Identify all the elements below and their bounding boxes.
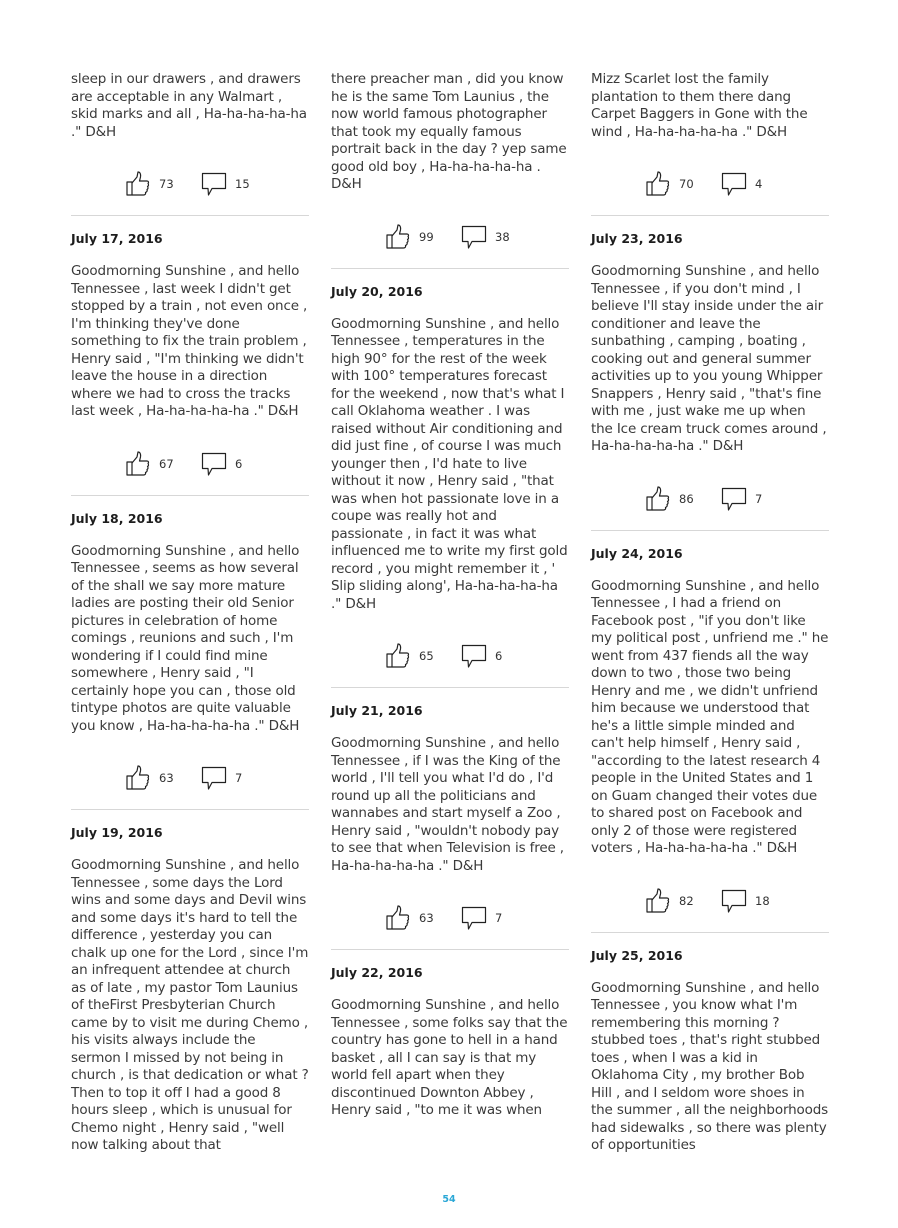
comment-count: 15 [235, 177, 250, 191]
thumbs-up-icon [645, 888, 671, 914]
comment-count: 7 [495, 911, 503, 925]
like-button[interactable] [385, 224, 461, 250]
comment-count: 6 [235, 456, 243, 471]
divider [71, 215, 309, 216]
speech-bubble-icon [461, 905, 487, 931]
post-text: Goodmorning Sunshine , and hello Tennessee , some folks say that the country has gone to hell in a hand basket , all I can say is that my world fell apart when they discontinued Downton Abbey , Henry said , "to me it was when [331, 997, 568, 1118]
divider [71, 495, 309, 496]
like-button[interactable] [385, 643, 461, 669]
divider [71, 809, 309, 810]
post [591, 948, 829, 1155]
post [331, 965, 569, 1120]
comment-button[interactable] [721, 486, 775, 512]
post-reactions [71, 763, 309, 793]
comment-button[interactable] [461, 905, 515, 931]
like-count: 86 [679, 491, 694, 506]
speech-bubble-icon [201, 171, 227, 197]
post-date: July 25, 2016 [591, 947, 683, 963]
post-text: Mizz Scarlet lost the family plantation to them there dang Carpet Baggers in Gone with the wind , Ha-ha-ha-ha-ha ." D&H [591, 71, 808, 140]
post [71, 511, 309, 811]
post [331, 703, 569, 950]
comment-count: 38 [495, 229, 510, 244]
speech-bubble-icon [721, 888, 747, 914]
comment-button[interactable] [201, 171, 255, 197]
divider [331, 687, 569, 688]
post-date: July 17, 2016 [71, 231, 163, 246]
post-text: Goodmorning Sunshine , and hello Tennessee , you know what I'm remembering this morning ? stubbed toes , that's right stubbed toes , when I was a kid in Oklahoma City , my brother Bob Hill , and I seldom wore shoes in the summer , all the neighborhoods had sidewalks , so there was plenty of opportunities [591, 979, 829, 1153]
divider [331, 268, 569, 269]
comment-button[interactable] [721, 888, 775, 914]
post-date: July 24, 2016 [591, 545, 683, 561]
post-date: July 20, 2016 [331, 283, 423, 299]
post-date: July 22, 2016 [331, 965, 423, 980]
column-3 [591, 71, 829, 1155]
page-number: 54 [442, 1194, 456, 1205]
speech-bubble-icon [461, 643, 487, 669]
like-button[interactable] [385, 905, 461, 931]
thumbs-up-icon [125, 171, 151, 197]
post-reactions [71, 169, 309, 199]
post-reactions [331, 903, 569, 933]
post-reactions [71, 449, 309, 479]
thumbs-up-icon [125, 765, 151, 791]
comment-count: 7 [235, 771, 243, 785]
post [591, 231, 829, 531]
post [591, 71, 829, 216]
post-text: Goodmorning Sunshine , and hello Tennessee , seems as how several of the shall we say more mature ladies are posting their old Senior pictures in celebration of home comings , reunions and such , I'm wondering if I could find mine somewhere , Henry said , "I certainly hope you can , those old tintype photos are quite valuable you know , Ha-ha-ha-ha-ha ." D&H [71, 542, 300, 734]
like-button[interactable] [125, 451, 201, 477]
comment-count: 4 [755, 177, 763, 191]
post-text: Goodmorning Sunshine , and hello Tennessee , last week I didn't get stopped by a train , not even once , I'm thinking they've done something to fix the train problem , Henry said , "I'm thinking we didn't leave the house in a direction where we had to cross the tracks last week , Ha-ha-ha-ha-ha ." D&H [71, 263, 308, 419]
speech-bubble-icon [201, 451, 227, 477]
like-count: 99 [419, 229, 434, 244]
post-text: Goodmorning Sunshine , and hello Tennessee , some days the Lord wins and some days and Devil wins and some days it's hard to tell the difference , yesterday you can chalk up one for the Lord , since I'm an infrequent attendee at church as of late , my pastor Tom Launius of theFirst Presbyterian Church came by to visit me during Chemo , his visits always include the sermon I missed by not being in church , is that dedication or what ? Then to top it off I had a good 8 hours sleep , which is unusual for Chemo night , Henry said , "well now talking about that [71, 857, 309, 1153]
like-count: 73 [159, 177, 174, 191]
speech-bubble-icon [721, 486, 747, 512]
like-count: 63 [159, 771, 174, 785]
thumbs-up-icon [385, 905, 411, 931]
post [331, 284, 569, 689]
post-date: July 19, 2016 [71, 825, 163, 840]
post-text: Goodmorning Sunshine , and hello Tennessee , if I was the King of the world , I'll tell you what I'd do , I'd round up all the politicians and wannabes and start myself a Zoo , Henry said , "wouldn't nobody pay to see that when Television is free , Ha-ha-ha-ha-ha ." D&H [331, 735, 564, 874]
post-text: sleep in our drawers , and drawers are acceptable in any Walmart , skid marks and all , Ha-ha-ha-ha-ha ." D&H [71, 71, 307, 140]
divider [591, 932, 829, 933]
thumbs-up-icon [645, 171, 671, 197]
comment-button[interactable] [721, 171, 775, 197]
comment-button[interactable] [461, 643, 515, 669]
comment-button[interactable] [201, 765, 255, 791]
post-text: Goodmorning Sunshine , and hello Tennessee , I had a friend on Facebook post , "if you don't like my political post , unfriend me ." he went from 437 fiends all the way down to two , those two being Henry and me , we didn't unfriend him because we understood that he's a little simple minded and can't help himself , Henry said , "according to the latest research 4 people in the United States and 1 on Guam changed their votes due to shared post on Facebook and only 2 of those were registered voters , Ha-ha-ha-ha-ha ." D&H [591, 577, 829, 856]
post-date: July 21, 2016 [331, 703, 423, 718]
speech-bubble-icon [461, 224, 487, 250]
like-button[interactable] [125, 765, 201, 791]
like-count: 70 [679, 177, 694, 191]
post-reactions [591, 886, 829, 916]
divider [591, 530, 829, 531]
post-text: there preacher man , did you know he is the same Tom Launius , the now world famous photographer that took my equally famous portrait back in the day ? yep same good old boy , Ha-ha-ha-ha-ha . D&H [331, 71, 567, 192]
post-reactions [591, 169, 829, 199]
comment-button[interactable] [461, 224, 515, 250]
comment-button[interactable] [201, 451, 255, 477]
like-count: 82 [679, 893, 694, 908]
like-button[interactable] [645, 888, 721, 914]
like-count: 63 [419, 911, 434, 925]
thumbs-up-icon [125, 451, 151, 477]
divider [591, 215, 829, 216]
column-1 [71, 71, 309, 1155]
like-count: 67 [159, 456, 174, 471]
comment-count: 6 [495, 649, 503, 663]
post [591, 546, 829, 933]
post-text: Goodmorning Sunshine , and hello Tennessee , if you don't mind , I believe I'll stay inside under the air conditioner and leave the sunbathing , camping , boating , cooking out and general summer activities up to you young Whipper Snappers , Henry said , "that's fine with me , just wake me up when the Ice cream truck comes around , Ha-ha-ha-ha-ha ." D&H [591, 263, 827, 454]
comment-count: 7 [755, 491, 763, 506]
post-reactions [331, 641, 569, 671]
comment-count: 18 [755, 893, 770, 908]
post [331, 71, 569, 269]
thumbs-up-icon [385, 643, 411, 669]
post-date: July 23, 2016 [591, 231, 683, 246]
post [71, 825, 309, 1155]
speech-bubble-icon [201, 765, 227, 791]
like-count: 65 [419, 649, 434, 663]
like-button[interactable] [125, 171, 201, 197]
post [71, 231, 309, 496]
post-date: July 18, 2016 [71, 510, 163, 526]
like-button[interactable] [645, 486, 721, 512]
post-text: Goodmorning Sunshine , and hello Tennessee , temperatures in the high 90° for the rest of the week with 100° temperatures forecast for the weekend , now that's what I call Oklahoma weather . I was raised without Air conditioning and did just fine , of course I was much younger then , I'd hate to live without it now , Henry said , "that was when hot passionate love in a coupe was really hot and passionate , in fact it was what influenced me to write my first gold record , you might remember it , ' Slip sliding along', Ha-ha-ha-ha-ha ." D&H [331, 315, 568, 612]
post-reactions [331, 222, 569, 252]
divider [331, 949, 569, 950]
post [71, 71, 309, 216]
post-reactions [591, 484, 829, 514]
column-2 [331, 71, 569, 1120]
thumbs-up-icon [385, 224, 411, 250]
thumbs-up-icon [645, 486, 671, 512]
like-button[interactable] [645, 171, 721, 197]
speech-bubble-icon [721, 171, 747, 197]
